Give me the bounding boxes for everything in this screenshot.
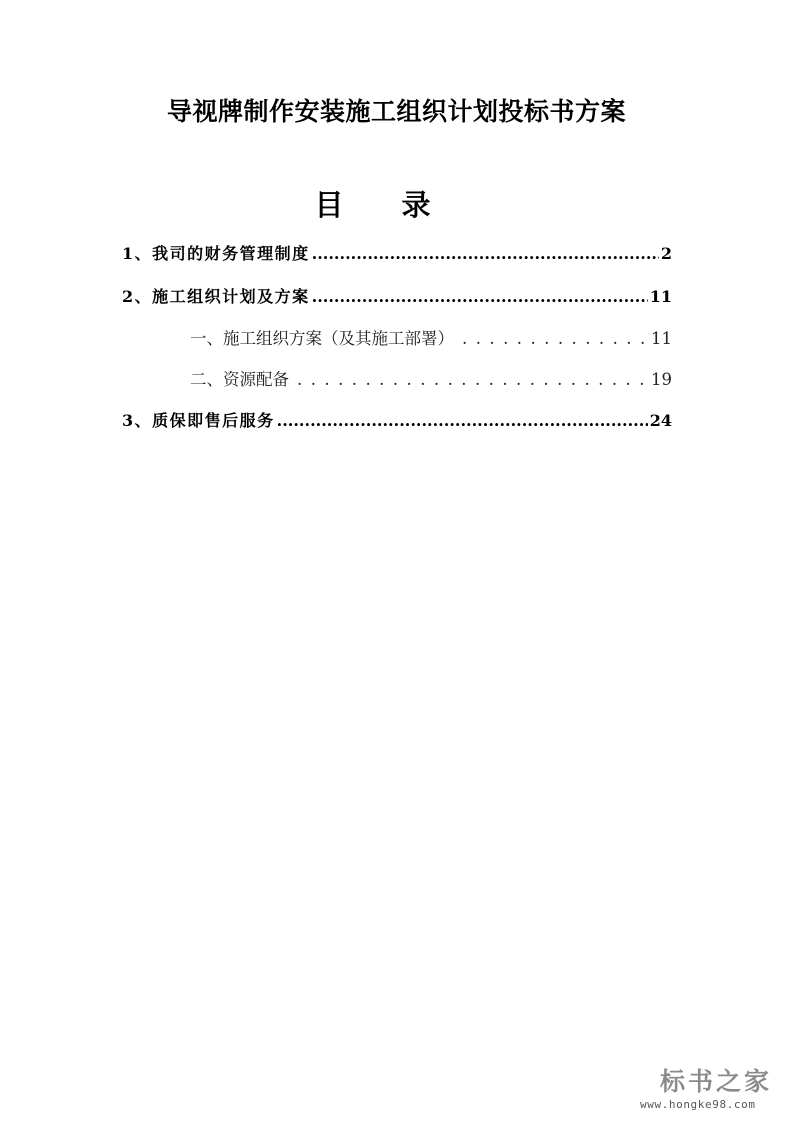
toc-entry-financial-management[interactable] xyxy=(122,241,672,267)
toc-page-number: 19 xyxy=(651,370,672,389)
toc-entry-label: 二、资源配备 xyxy=(190,370,289,389)
toc-subentry-resource-allocation[interactable] xyxy=(190,366,672,392)
toc-page-number: 11 xyxy=(649,287,672,306)
toc-entry-label: 1、我司的财务管理制度 xyxy=(122,244,310,263)
toc-dot-leader xyxy=(312,246,659,262)
watermark-brand: 标书之家 xyxy=(660,1067,773,1096)
toc-entry-label: 3、质保即售后服务 xyxy=(122,411,275,430)
toc-entry-construction-plan[interactable] xyxy=(122,284,672,310)
toc-entry-label: 一、施工组织方案（及其施工部署） xyxy=(190,329,454,348)
toc-page-number: 24 xyxy=(649,411,672,430)
toc-dot-leader xyxy=(312,289,648,305)
toc-dot-leader xyxy=(277,413,648,429)
toc-heading: 目录 xyxy=(314,188,489,222)
toc-page-number: 11 xyxy=(651,329,672,348)
watermark-url: www.hongke98.com xyxy=(640,1098,756,1111)
toc-subentry-construction-organization[interactable] xyxy=(190,325,672,351)
toc-entry-warranty-service[interactable] xyxy=(122,408,672,434)
watermark xyxy=(640,1060,785,1116)
toc-dot-leader xyxy=(297,372,645,389)
toc-entry-label: 2、施工组织计划及方案 xyxy=(122,287,310,306)
toc-page-number: 2 xyxy=(660,244,672,263)
document-title: 导视牌制作安装施工组织计划投标书方案 xyxy=(166,97,626,126)
toc-dot-leader xyxy=(462,331,645,348)
